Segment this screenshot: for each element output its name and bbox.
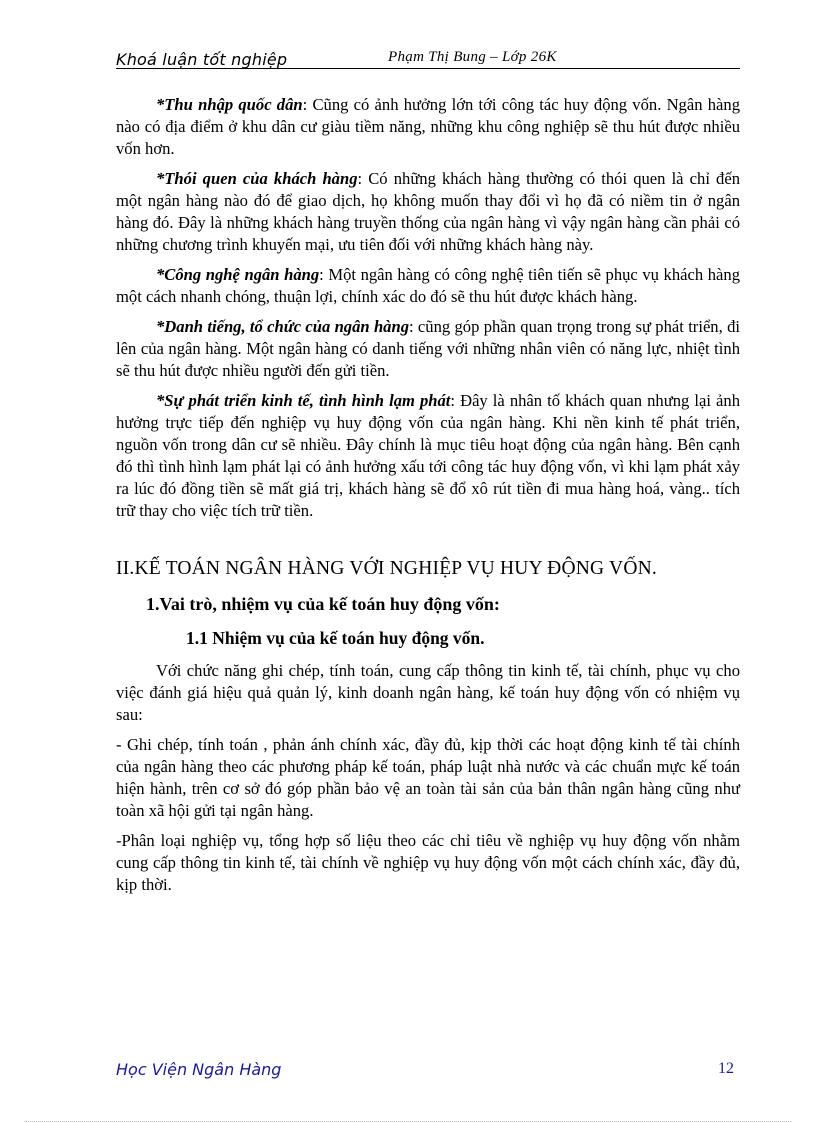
subsubsection-heading: 1.1 Nhiệm vụ của kế toán huy động vốn.: [186, 628, 485, 648]
header-thesis-title: Khoá luận tốt nghiệp: [116, 50, 288, 69]
intro-paragraph: Với chức năng ghi chép, tính toán, cung cấp thông tin kinh tế, tài chính, phục vụ cho việc đánh giá hiệu quả quản lý, kinh doanh ngân hàng, kế toán huy động vốn có nhiệm vụ sau:: [116, 661, 740, 724]
paragraph-text: : Có những khách hàng thường có thói quen là chỉ đến một ngân hàng nào đó để giao dịch, họ không muốn thay đổi vì họ đã có niềm tin ở ngân hàng đó. Đây là những khách hàng truyền thống của ngân hàng vì vậy ngân hàng cần phải có những chương trình khuyến mại, ưu tiên đối với những khách hàng này.: [116, 169, 741, 254]
term-label: *Công nghệ ngân hàng: [156, 265, 320, 284]
term-label: *Thu nhập quốc dân: [156, 95, 303, 114]
paragraph-text: : cũng góp phần quan trọng trong sự phát triển, đi lên của ngân hàng. Một ngân hàng có danh tiếng với những nhân viên có năng lực, nhiệt tình sẽ thu hút được nhiều người đến gửi tiền.: [116, 317, 740, 380]
document-body: [116, 94, 740, 904]
section-heading: II.KẾ TOÁN NGÂN HÀNG VỚI NGHIỆP VỤ HUY ĐỘNG VỐN.: [116, 558, 657, 579]
paragraph-text: : Đây là nhân tố khách quan nhưng lại ảnh hưởng trực tiếp đến nghiệp vụ huy động vốn của ngân hàng. Khi nền kinh tế phát triển, nguồn vốn trong dân cư sẽ nhiều. Đây chính là mục tiêu hoạt động của ngân hàng. Bên cạnh đó thì tình hình lạm phát lại có ảnh hưởng xấu tới công tác huy động vốn, vì khi lạm phát xảy ra lúc đó đồng tiền sẽ mất giá trị, khách hàng sẽ đổ xô rút tiền đi mua hàng hoá, vàng.. tích trữ thay cho việc tích trữ tiền.: [116, 391, 740, 520]
header-author: Phạm Thị Bung – Lớp 26K: [388, 49, 557, 65]
paragraph-reputation: [116, 316, 740, 382]
footer-divider: [25, 1121, 791, 1122]
term-label: *Sự phát triển kinh tế, tình hình lạm phát: [156, 391, 451, 410]
term-label: *Danh tiếng, tổ chức của ngân hàng: [156, 317, 409, 336]
paragraph-national-income: [116, 94, 740, 160]
header-divider: [116, 68, 740, 69]
paragraph-text: : Cũng có ảnh hưởng lớn tới công tác huy động vốn. Ngân hàng nào có địa điểm ở khu dân cư giàu tiềm năng, những khu công nghiệp sẽ thu hút được nhiều vốn hơn.: [116, 95, 740, 158]
page-header: [116, 48, 740, 70]
footer-institution: Học Viện Ngân Hàng: [116, 1060, 282, 1079]
duty-item: -Phân loại nghiệp vụ, tổng hợp số liệu theo các chỉ tiêu về nghiệp vụ huy động vốn nhằm cung cấp thông tin kinh tế, tài chính về nghiệp vụ huy động vốn một cách chính xác, đầy đủ, kịp thời.: [116, 831, 740, 894]
paragraph-customer-habits: [116, 168, 740, 256]
paragraph-text: : Một ngân hàng có công nghệ tiên tiến sẽ phục vụ khách hàng một cách nhanh chóng, thuận lợi, chính xác do đó sẽ thu hút được khách hàng.: [116, 265, 740, 306]
paragraph-banking-technology: [116, 264, 740, 308]
term-label: *Thói quen của khách hàng: [156, 169, 358, 188]
paragraph-economic-growth: [116, 390, 740, 522]
subsection-heading: 1.Vai trò, nhiệm vụ của kế toán huy động vốn:: [146, 594, 500, 614]
page-number: 12: [718, 1060, 734, 1077]
duty-item: - Ghi chép, tính toán , phản ánh chính xác, đầy đủ, kịp thời các hoạt động kinh tế tài chính của ngân hàng theo các phương pháp kế toán, pháp luật nhà nước và các chuẩn mực kế toán hiện hành, trên cơ sở đó góp phần bảo vệ an toàn tài sản của bản thân ngân hàng cũng như toàn xã hội gửi tại ngân hàng.: [116, 735, 740, 820]
